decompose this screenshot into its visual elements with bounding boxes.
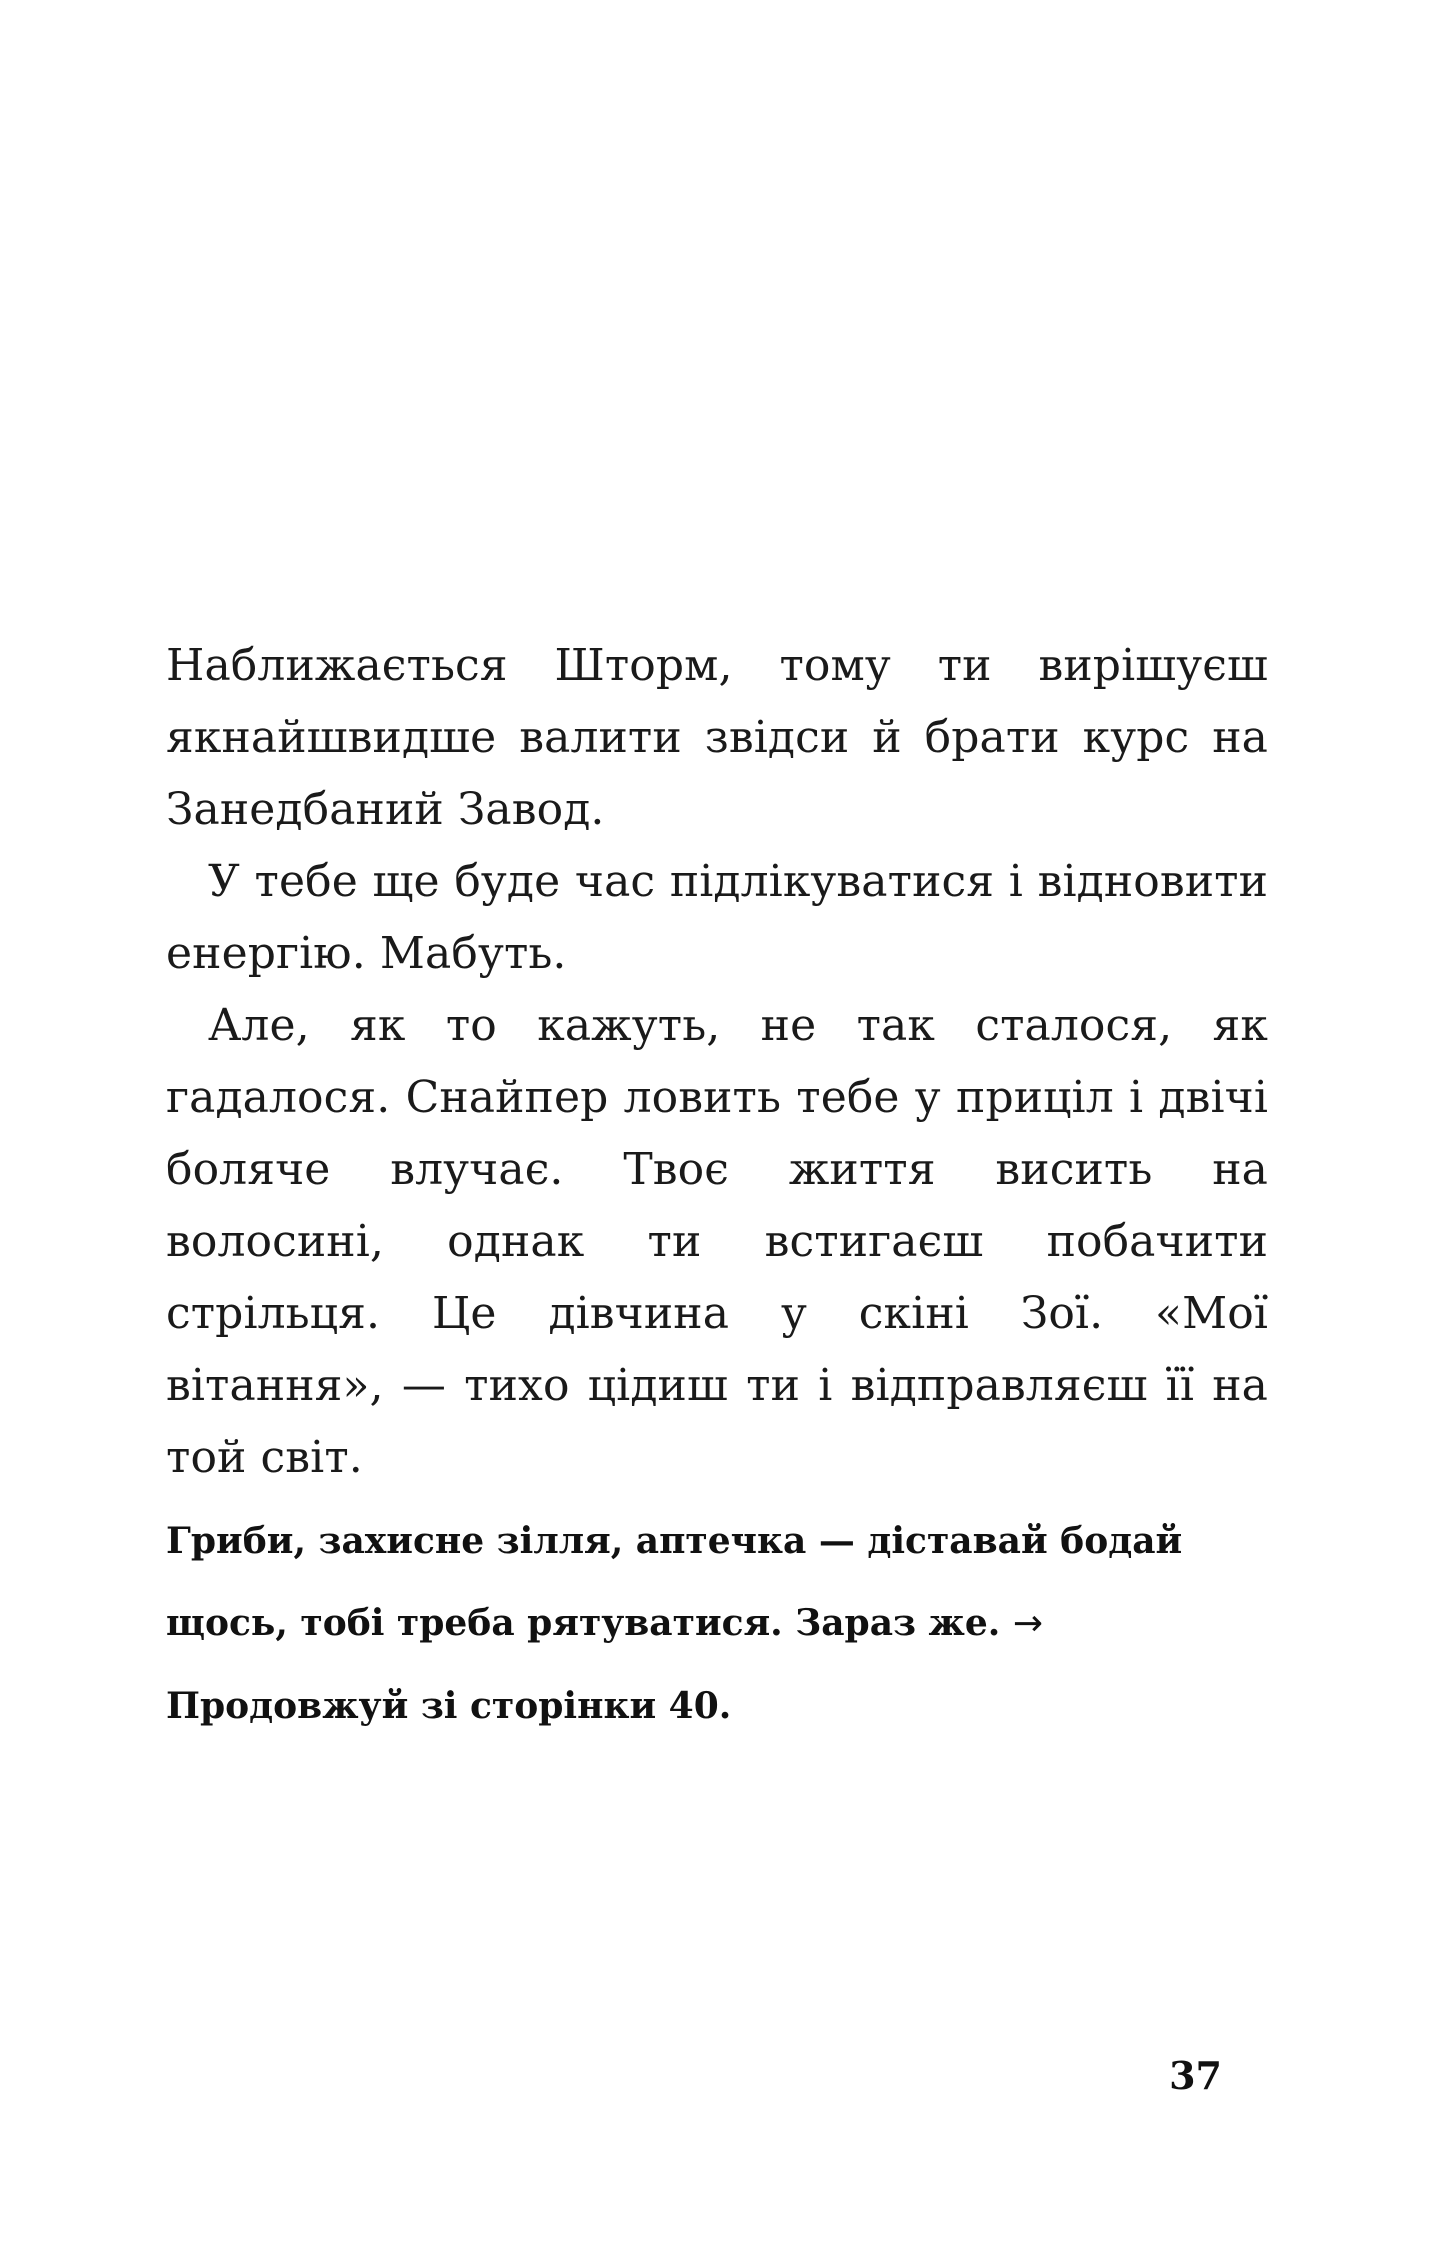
page-number: 37 (1169, 2053, 1222, 2098)
arrow-right-icon: → (1012, 1603, 1044, 1644)
story-paragraph-3: Але, як то кажуть, не так сталося, як гадалося. Снайпер ловить тебе у приціл і двічі боляче влучає. Твоє життя висить на волосині, однак ти встигаєш побачити стрільця. Це дівчина у скіні Зої. «Мої вітання», — тихо цідиш ти і відправляєш її на той світ. (166, 1000, 1268, 1483)
choice-text: Гриби, захисне зілля, аптечка — діставай бодай щось, тобі треба рятуватися. Зараз же. (166, 1520, 1183, 1644)
story-paragraph-1: Наближається Шторм, тому ти вирішуєш якнайшвидше валити звідси й брати курс на Занедбаний Завод. (166, 640, 1268, 835)
choice-paragraph (166, 1500, 1268, 1747)
story-paragraph-2: У тебе ще буде час підлікуватися і відновити енергію. Мабуть. (166, 856, 1268, 979)
choice-block (166, 1500, 1268, 1747)
goto-page-link[interactable]: Продовжуй зі сторінки 40. (166, 1685, 732, 1727)
story-text (166, 630, 1268, 1494)
